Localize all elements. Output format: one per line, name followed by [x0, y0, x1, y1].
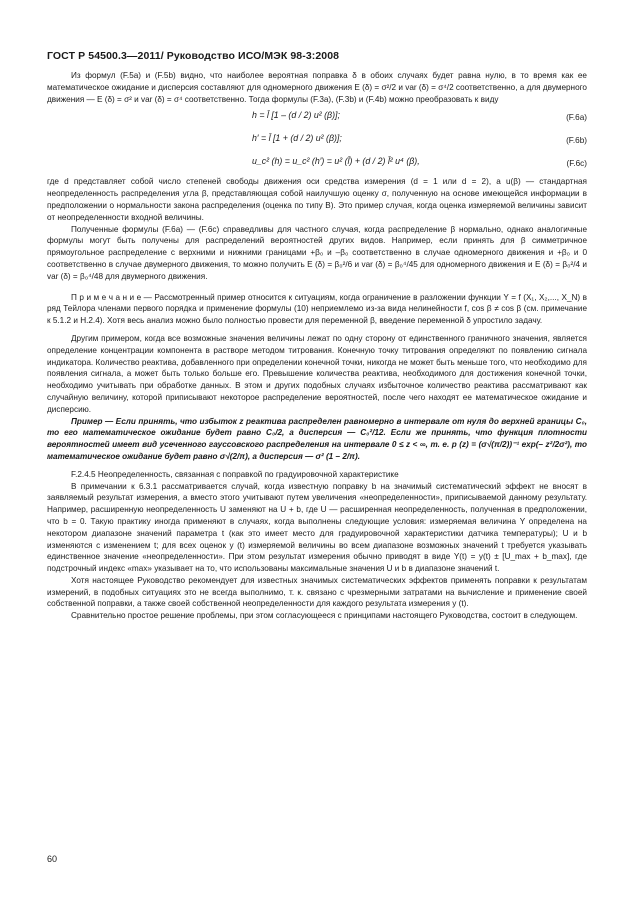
- document-body: [47, 70, 587, 622]
- equation-formula: h = l̄ [1 – (d / 2) u² (β)];: [252, 110, 340, 121]
- equation-f6a: [47, 107, 587, 128]
- page-number: 60: [47, 854, 58, 864]
- equation-formula: u_c² (h) = u_c² (h′) = u² (l̄) + (d / 2) l̄² u⁴ (β),: [252, 156, 420, 167]
- paragraph-3: Полученные формулы (F.6a) — (F.6c) справедливы для частного случая, когда распределение β нормально, однако аналогичные формулы могут быть получены для распределений вероятностей других видов. Например, если принять для β симметричное прямоугольное распределение с верхними и нижними границами +β₀ и –β₀ соответственно в случае одномерного движения и +β₀ и 0 соответственно в случае двумерного движения, то можно получить E (δ) = β₀²/6 и var (δ) = β₀⁴/45 для одномерного движения и E (δ) = β₀²/4 и var (δ) = β₀⁴/48 для двумерного движения.: [47, 224, 587, 281]
- paragraph-5: Другим примером, когда все возможные значения величины лежат по одну сторону от единственного граничного значения, является определение концентрации компонента в растворе методом титрования. Конечную точку титрования определяют по появлению сигнала индикатора. Количество реактива, добавленного при определении конечной точки, никогда не может быть меньше того, что необходимо для появления сигнала, а может быть только больше его. Превышение количества реактива, необходимого для достижения конечной точки, необходимо учитывать при обработке данных. В этом и других подобных случаях избыточное количество реактива рассматривают как случайную величину, которой приписывают некоторое распределение вероятностей, после чего находят ее математическое ожидание и дисперсию.: [47, 333, 587, 414]
- page-header: ГОСТ Р 54500.3—2011/ Руководство ИСО/МЭК 98-3:2008: [47, 50, 340, 62]
- equation-f6c: [47, 153, 587, 174]
- equation-number: (F.6c): [566, 159, 587, 169]
- section-heading: F.2.4.5 Неопределенность, связанная с поправкой по градуировочной характеристике: [71, 469, 399, 479]
- paragraph-8: В примечании к 6.3.1 рассматривается случай, когда известную поправку b на значимый систематический эффект не вносят в заявляемый результат измерения, а вместо этого учитывают путем увеличения «неопределенности», приписываемой данному результату. Например, расширенную неопределенность U заменяют на U + b, где U — расширенная неопределенность, полученная в предположении, что b = 0. Такую практику иногда применяют в случаях, когда выполнены следующие условия: измеряемая величина Y определена на некотором диапазоне значений параметра t (как это имеет место для градуировочной характеристики датчика температуры); U и b изменяются с изменением t; для всех оценок y (t) измеряемой величины во всем диапазоне возможных значений t требуется указывать единственное значение «неопределенности». При этом результат измерения обычно приводят в виде Y(t) = y(t) ± [U_max + b_max], где подстрочный индекс «max» указывает на то, что использованы максимальные значения U и b в диапазоне значений t.: [47, 481, 587, 574]
- paragraph-10: Сравнительно простое решение проблемы, при этом согласующееся с принципами настоящего Руководства, состоит в следующем.: [71, 611, 578, 621]
- note-paragraph: П р и м е ч а н и е — Рассмотренный пример относится к ситуациям, когда ограничение в разложении функции Y = f (X₁, X₂,..., X_N) в ряд Тейлора членами первого порядка и применение формулы (10) неприемлемо из-за вида нелинейности f, cos β ≠ cos β (см. примечание к 5.1.2 и Н.2.4). Хотя весь анализ можно было полностью провести для переменной β, введение переменной δ упростило задачу.: [47, 292, 587, 326]
- paragraph-1: Из формул (F.5a) и (F.5b) видно, что наиболее вероятная поправка δ в обоих случаях будет равна нулю, в то время как ее математическое ожидание и дисперсия составляют для одномерного движения E (δ) = σ²/2 и var (δ) = σ⁴/2 соответственно, а для двумерного движения — E (δ) = σ² и var (δ) = σ⁴ соответственно. Тогда формулы (F.3a), (F.3b) и (F.4b) можно преобразовать к виду: [47, 71, 587, 104]
- equation-f6b: [47, 130, 587, 151]
- paragraph-2: где d представляет собой число степеней свободы движения оси средства измерения (d = 1 или d = 2), а u(β) — стандартная неопределенность распределения угла β, представляющая собой наилучшую оценку σ, полученную на основе имеющейся информации в предположении о нормальности закона распределения (оценка по типу B). Это пример случая, когда оценка измеряемой величины зависит от неопределенности входной величины.: [47, 177, 587, 222]
- equation-number: (F.6a): [566, 113, 587, 123]
- equation-number: (F.6b): [566, 136, 587, 146]
- example-paragraph: Пример — Если принять, что избыток z реактива распределен равномерно в интервале от нуля до верхней границы C₀, то его математическое ожидание будет равно C₀/2, а дисперсия — C₀²/12. Если же принять, что функция плотности вероятностей имеет вид усеченного гауссовского распределения на интервале 0 ≤ z < ∞, т. е. p (z) = (σ√(π/2))⁻¹ exp(– z²/2σ²), то математическое ожидание будет равно σ√(2/π), а дисперсия — σ² (1 – 2/π).: [47, 416, 587, 461]
- equation-formula: h′ = l̄ [1 + (d / 2) u² (β)];: [252, 133, 342, 144]
- paragraph-9: Хотя настоящее Руководство рекомендует для известных значимых систематических эффектов применять поправки к результатам измерений, в подобных ситуациях это не всегда выполнимо, т. к. связано с чрезмерными затратами на вычисление и применение своей собственной поправки, а также своей собственной неопределенности для каждого результата измерения y (t).: [47, 575, 587, 609]
